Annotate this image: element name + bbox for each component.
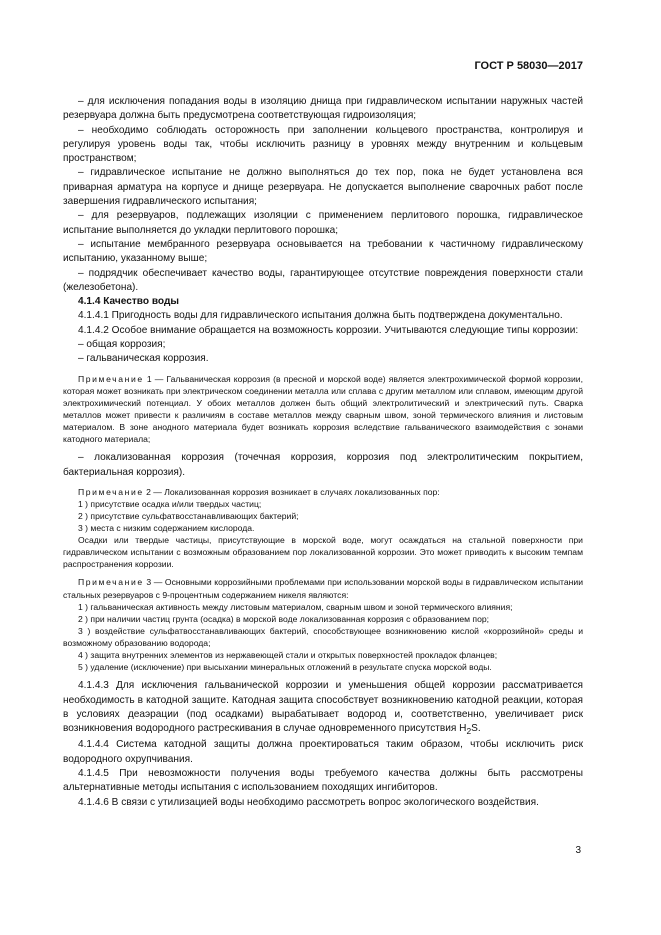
paragraph-4-1-4-6: 4.1.4.6 В связи с утилизацией воды необходимо рассмотреть вопрос экологического воздействия. (78, 796, 539, 808)
note-3 (63, 576, 583, 600)
paragraph-4-1-4-2: 4.1.4.2 Особое внимание обращается на возможность коррозии. Учитываются следующие типы коррозии: (78, 324, 579, 336)
note-3-item: 5 ) удаление (исключение) при высыхании минеральных отложений в результате спуска морской воды. (78, 662, 492, 673)
note-2-tail: Осадки или твердые частицы, присутствующие в морской воде, могут осаждаться на стальной поверхности при гидравлическом испытании с возможным образованием пор локализованной коррозии. Это может приводить к высоким темпам распространения коррозии. (63, 535, 583, 570)
main-content (63, 95, 583, 810)
paragraph-4-1-4-4: 4.1.4.4 Система катодной защиты должна проектироваться таким образом, чтобы исключить риск водородного охрупчивания. (63, 739, 583, 765)
section-title: 4.1.4 Качество воды (78, 296, 179, 308)
note-1 (63, 373, 583, 446)
list-item-general-corrosion: – общая коррозия; (78, 339, 166, 351)
note-3-item: 4 ) защита внутренних элементов из нержавеющей стали и открытых поверхностей прокладок фланцев; (78, 650, 498, 661)
h2s-subscript: 2 (466, 726, 472, 737)
list-item-galvanic-corrosion: – гальваническая коррозия. (78, 353, 209, 365)
list-item-local-corrosion: – локализованная коррозия (точечная коррозия, коррозия под электролитическим покрытием, бактериальная коррозия). (63, 452, 583, 478)
note-3-item: 3 ) воздействие сульфатвосстанавливающих бактерий, способствующее возникновению кислой «коррозийной» среды и возможному образованию водорода; (63, 625, 583, 648)
note-2-item: 3 ) места с низким содержанием кислорода. (78, 523, 255, 534)
paragraph-4-1-4-3-text: 4.1.4.3 Для исключения гальванической коррозии и уменьшения общей коррозии рассматривается необходимость в катодной защите. Катодная защита способствует возникновению катодной реакции, которая в условиях деаэрации (под осадками) вырабатывает водород и, соответственно, увеличивает риск возникновения водородного растрескивания в случае одновременного присутствия H (63, 680, 583, 735)
paragraph-4-1-4-1: 4.1.4.1 Пригодность воды для гидравлического испытания должна быть подтверждена документально. (78, 310, 563, 322)
bullet-welded-fittings: – гидравлическое испытание не должно выполняться до тех пор, пока не будет установлена вся приварная арматура на корпусе и днище резервуара. Не допускается выполнение сварочных работ после завершения гидравлического испытания; (63, 167, 583, 208)
note-1-text: 1 — Гальваническая коррозия (в пресной и морской воде) является электрохимической формой коррозии, которая может возникать при электрическом соединении металла или сплава с другим металлом или сплавом, имеющим другой электрохимический потенциал. У обоих металлов должен быть общий электролитический и электрический путь. Сварка металлов может привести к различиям в составе металлов между сварным швом, зоной термического влияния и листовым материалом. В зоне анодного материала будет возникать коррозия вследствие гальванического взаимодействия с зонами катодного материала; (63, 373, 583, 445)
note-2-label: Примечание (78, 486, 144, 497)
note-3-text: 3 — Основными коррозийными проблемами при использовании морской воды в гидравлическом испытании стальных резервуаров с 9-процентным содержанием никеля являются: (63, 577, 583, 600)
note-3-item: 1 ) гальваническая активность между листовым материалом, сварным швом и зоной термического влияния; (78, 601, 513, 612)
bullet-annular-space: – необходимо соблюдать осторожность при заполнении кольцевого пространства, контролируя и регулируя уровень воды так, чтобы исключить разницу в уровнях между внутренним и кольцевым пространством; (63, 124, 583, 165)
note-2-text: 2 — Локализованная коррозия возникает в случаях локализованных пор: (143, 486, 440, 497)
note-2-item: 2 ) присутствие сульфатвосстанавливающих бактерий; (78, 510, 299, 521)
page-number: 3 (575, 845, 581, 856)
bullet-perlite: – для резервуаров, подлежащих изоляции с применением перлитового порошка, гидравлическое испытание выполняется до укладки перлитового порошка; (63, 210, 583, 236)
paragraph-4-1-4-3-end: S. (471, 723, 481, 735)
paragraph-4-1-4-3 (63, 679, 583, 738)
standard-header: ГОСТ Р 58030—2017 (474, 60, 583, 72)
note-2 (63, 486, 583, 498)
paragraph-4-1-4-5: 4.1.4.5 При невозможности получения воды требуемого качества должны быть рассмотрены альтернативные методы испытания с использованием походящих ингибиторов. (63, 768, 583, 794)
bullet-membrane: – испытание мембранного резервуара основывается на требовании к частичному гидравлическому испытанию, указанному выше; (63, 238, 583, 265)
note-3-item: 2 ) при наличии частиц грунта (осадка) в морской воде локализованная коррозия с образованием пор; (78, 613, 490, 624)
bullet-contractor: – подрядчик обеспечивает качество воды, гарантирующее отсутствие повреждения поверхности стали (железобетона). (63, 267, 583, 293)
note-3-label: Примечание (78, 577, 144, 588)
note-1-label: Примечание (78, 373, 144, 384)
note-2-item: 1 ) присутствие осадка и/или твердых частиц; (78, 498, 262, 509)
bullet-waterproofing: – для исключения попадания воды в изоляцию днища при гидравлическом испытании наружных частей резервуара должна быть предусмотрена соответствующая гидроизоляция; (63, 96, 583, 122)
